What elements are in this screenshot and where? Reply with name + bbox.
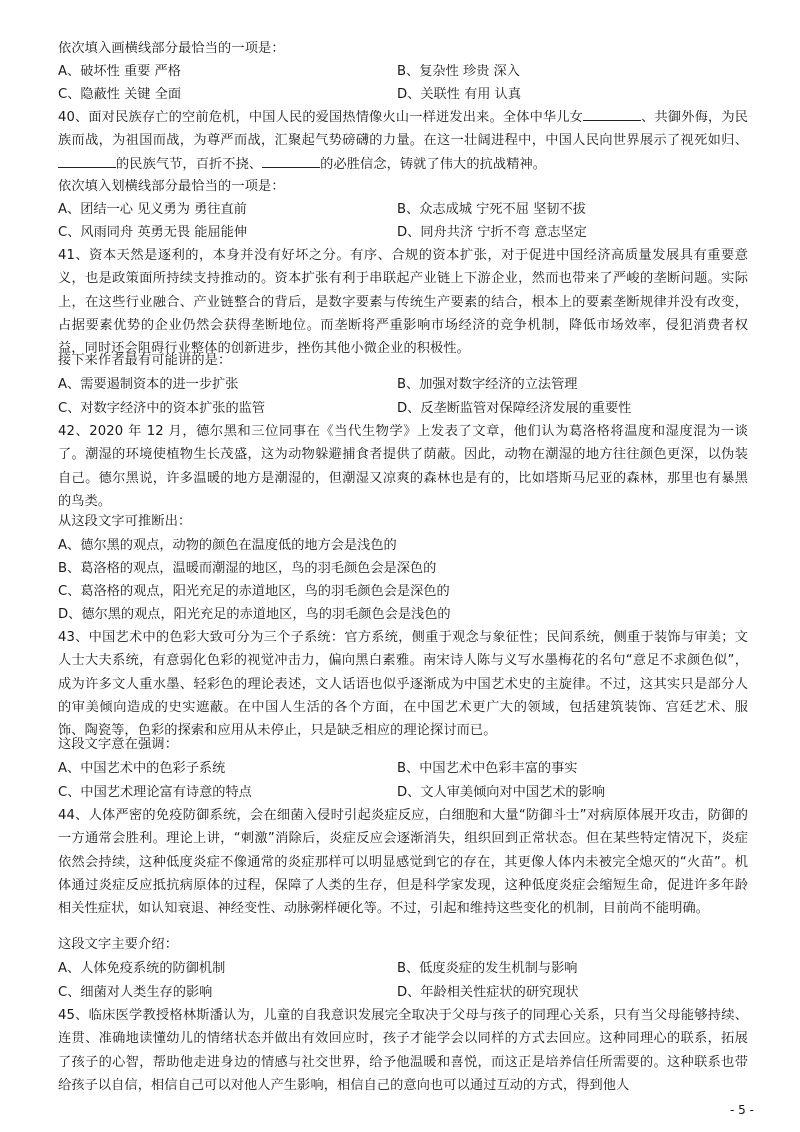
q40-blank-3	[262, 154, 320, 168]
q40-text-2: 、共御外侮，为民族而战，为祖国而战，为尊严而战，汇聚起气势磅礴的力量。在这一壮阔进程中，中国人民向世界展示了视死如归、	[58, 110, 748, 149]
q44-passage: 44、人体严密的免疫防御系统，会在细菌入侵时引起炎症反应，白细胞和大量“防御斗士”对病原体展开攻击，防御的一方通常会胜利。理论上讲，“刺激”消除后，炎症反应会逐渐消失，组织回到正常状态。但在某些特定情况下，炎症依然会持续，这种低度炎症不像通常的炎症那样可以明显感觉到它的存在，其更像人体内未被完全熄灭的“火苗”。机体通过炎症反应抵抗病原体的过程，保障了人类的生存，但是科学家发现，这种低度炎症会缩短生命，促进许多年龄相关性症状，如认知衰退、神经变性、动脉粥样硬化等。不过，引起和维持这些变化的机制，目前尚不能明确。	[58, 808, 748, 917]
q40-prompt: 依次填入划横线部分最恰当的一项是：	[58, 179, 285, 194]
q39-option-a: A、破坏性 重要 严格	[58, 64, 181, 79]
q40-text-3: 的民族气节，百折不挠、	[116, 156, 263, 172]
q44-option-c: C、细菌对人类生存的影响	[58, 985, 213, 1000]
q40-passage	[58, 106, 748, 176]
q43-option-b: B、中国艺术中色彩丰富的事实	[397, 761, 578, 776]
q39-option-c: C、隐蔽性 关键 全面	[58, 87, 182, 102]
q42-option-d: D、德尔黑的观点，阳光充足的赤道地区，鸟的羽毛颜色会是浅色的	[58, 607, 451, 622]
q39-prompt: 依次填入画横线部分最恰当的一项是：	[58, 41, 285, 56]
page-number: - 5 -	[730, 1103, 754, 1117]
q41-option-b: B、加强对数字经济的立法管理	[397, 377, 578, 392]
q42-option-b: B、葛洛格的观点，温暖而潮湿的地区，鸟的羽毛颜色会是深色的	[58, 561, 437, 576]
q43-prompt: 这段文字意在强调：	[58, 737, 179, 752]
q41-passage: 41、资本天然是逐利的，本身并没有好坏之分。有序、合规的资本扩张，对于促进中国经济高质量发展具有重要意义，也是政策面所持续支持推动的。资本扩张有利于串联起产业链上下游企业，然而也带来了严峻的垄断问题。实际上，在这些行业融合、产业链整合的背后，是数字要素与传统生产要素的结合，根本上的要素垄断规律并没有改变，占据要素优势的企业仍然会获得垄断地位。而垄断将严重影响市场经济的竞争机制，降低市场效率，侵犯消费者权益，同时还会阻碍行业整体的创新进步，挫伤其他小微企业的积极性。	[58, 248, 748, 357]
q43-option-a: A、中国艺术中的色彩子系统	[58, 761, 226, 776]
q45-passage: 45、临床医学教授格林斯潘认为，儿童的自我意识发展完全取决于父母与孩子的同理心关系，只有当父母能够持续、连贯、准确地读懂幼儿的情绪状态并做出有效回应时，孩子才能学会以同样的方式去回应。这种同理心的联系，拓展了孩子的心智，帮助他走进身边的情感与社交世界，给予他温暖和喜悦，而这正是培养信任所需要的。这种联系也带给孩子以自信，相信自己可以对他人产生影响，相信自己的意向也可以通过互动的方式，得到他人	[58, 1008, 748, 1093]
q42-prompt: 从这段文字可推断出：	[58, 514, 192, 529]
q39-option-b: B、复杂性 珍贵 深入	[397, 64, 520, 79]
q43-option-d: D、文人审美倾向对中国艺术的影响	[397, 785, 605, 800]
q41-option-a: A、需要遏制资本的进一步扩张	[58, 377, 239, 392]
q44-option-d: D、年龄相关性症状的研究现状	[397, 985, 579, 1000]
q42-option-a: A、德尔黑的观点，动物的颜色在温度低的地方会是浅色的	[58, 538, 397, 553]
q42-option-c: C、葛洛格的观点，阳光充足的赤道地区，鸟的羽毛颜色会是深色的	[58, 584, 450, 599]
q43-option-c: C、中国艺术理论富有诗意的特点	[58, 785, 252, 800]
q41-option-c: C、对数字经济中的资本扩张的监管	[58, 401, 266, 416]
q40-blank-1	[583, 107, 641, 121]
q40-text-1: 40、面对民族存亡的空前危机，中国人民的爱国热情像火山一样迸发出来。全体中华儿女	[58, 110, 584, 125]
q40-option-d: D、同舟共济 宁折不弯 意志坚定	[397, 225, 587, 240]
q40-option-a: A、团结一心 见义勇为 勇往直前	[58, 202, 247, 217]
q40-text-4: 的必胜信念，铸就了伟大的抗战精神。	[320, 156, 547, 172]
q40-option-b: B、众志成城 宁死不屈 坚韧不拔	[397, 202, 586, 217]
q43-passage: 43、中国艺术中的色彩大致可分为三个子系统：官方系统，侧重于观念与象征性；民间系统，侧重于装饰与审美；文人士大夫系统，有意弱化色彩的视觉冲击力，偏向黑白素雅。南宋诗人陈与义写水墨梅花的名句“意足不求颜色似”，成为许多文人重水墨、轻彩色的理论表述，文人话语也似乎逐渐成为中国艺术史的主旋律。不过，这其实只是部分人的审美倾向造成的史实遮蔽。在中国人生活的各个方面，在中国艺术更广大的领域，包括建筑装饰、宫廷艺术、服饰、陶瓷等，色彩的探索和应用从未停止，只是缺乏相应的理论探讨而已。	[58, 630, 748, 739]
q44-option-a: A、人体免疫系统的防御机制	[58, 961, 226, 976]
q40-blank-2	[58, 154, 116, 168]
q40-option-c: C、风雨同舟 英勇无畏 能屈能伸	[58, 225, 248, 240]
q39-option-d: D、关联性 有用 认真	[397, 87, 522, 102]
q41-option-d: D、反垄断监管对保障经济发展的重要性	[397, 401, 632, 416]
q44-option-b: B、低度炎症的发生机制与影响	[397, 961, 578, 976]
q44-prompt: 这段文字主要介绍：	[58, 937, 179, 952]
q42-passage: 42、2020 年 12 月，德尔黑和三位同事在《当代生物学》上发表了文章，他们认为葛洛格将温度和湿度混为一谈了。潮湿的环境使植物生长茂盛，这为动物躲避捕食者提供了荫蔽。因此，动物在潮湿的地方往往颜色更深，以伪装自己。德尔黑说，许多温暖的地方是潮湿的，但潮湿又凉爽的森林也是有的，比如塔斯马尼亚的森林，那里也有暴黑的鸟类。	[58, 424, 748, 509]
q41-prompt: 接下来作者最有可能讲的是：	[58, 353, 232, 368]
